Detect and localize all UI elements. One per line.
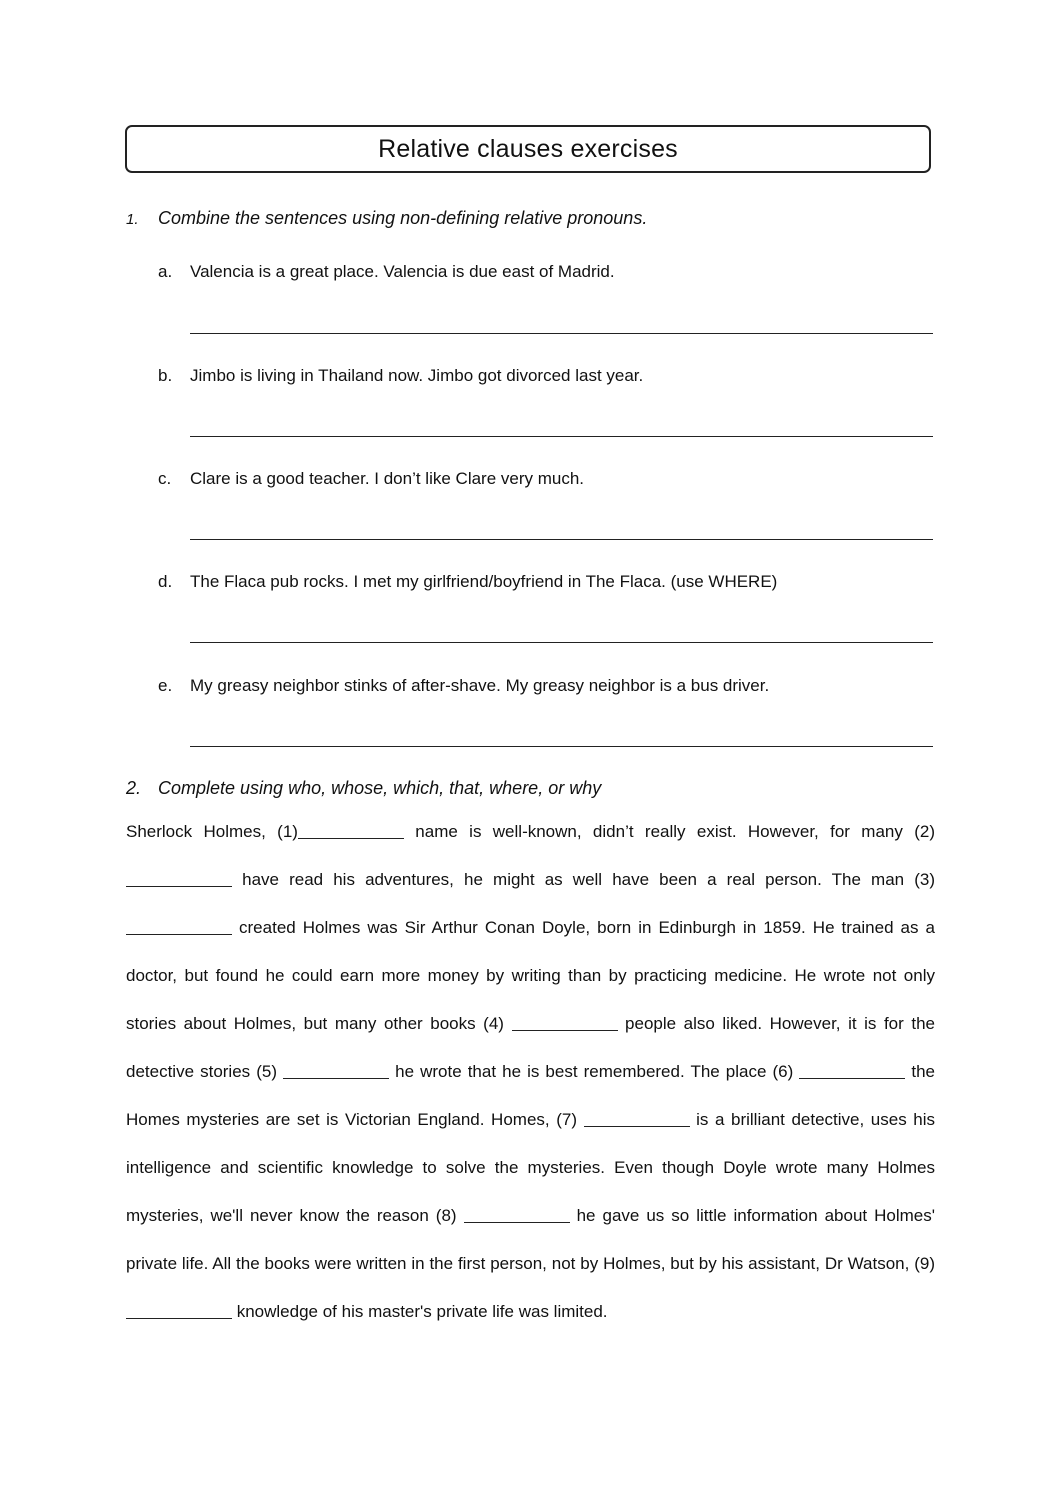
answer-line-b[interactable] [190, 436, 933, 437]
item-letter: e. [158, 676, 173, 695]
exercise-2-instruction: Complete using who, whose, which, that, where, or why [158, 778, 602, 798]
text-segment: have read his adventures, he might as well have been a real person. The man (3) [232, 870, 935, 889]
text-segment: knowledge of his master's private life was limited. [232, 1302, 608, 1321]
answer-line-a[interactable] [190, 333, 933, 334]
item-letter: b. [158, 366, 173, 385]
exercise-2-heading [126, 778, 601, 799]
item-text: Jimbo is living in Thailand now. Jimbo got divorced last year. [190, 366, 644, 385]
exercise-1-instruction: Combine the sentences using non-defining relative pronouns. [158, 208, 648, 228]
text-segment: he gave us so little information about Holmes' private life. All the books were written in the first person, not by Holmes, but by his assistant, Dr Watson, (9) [126, 1206, 935, 1273]
exercise-2-number: 2. [126, 778, 142, 798]
blank-4[interactable] [512, 1029, 618, 1031]
exercise-1-number: 1. [126, 211, 139, 228]
list-item [158, 676, 769, 696]
text-segment: people also liked. However, it is for the detective stories (5) [126, 1014, 935, 1081]
title-box [125, 125, 931, 173]
item-letter: c. [158, 469, 172, 488]
blank-6[interactable] [799, 1077, 905, 1079]
text-segment: Sherlock Holmes, (1) [126, 822, 298, 841]
item-letter: a. [158, 262, 173, 281]
blank-7[interactable] [584, 1125, 690, 1127]
text-segment: created Holmes was Sir Arthur Conan Doyle, born in Edinburgh in 1859. He trained as a doctor, but found he could earn more money by writing than by practicing medicine. He wrote not only stories about Holmes, but many other books (4) [126, 918, 935, 1033]
item-text: Clare is a good teacher. I don’t like Clare very much. [190, 469, 585, 488]
item-text: The Flaca pub rocks. I met my girlfriend/boyfriend in The Flaca. (use WHERE) [190, 572, 778, 591]
text-segment: he wrote that he is best remembered. The place (6) [389, 1062, 800, 1081]
answer-line-c[interactable] [190, 539, 933, 540]
cloze-paragraph [126, 808, 935, 1336]
blank-9[interactable] [126, 1317, 232, 1319]
item-text: Valencia is a great place. Valencia is due east of Madrid. [190, 262, 615, 281]
answer-line-d[interactable] [190, 642, 933, 643]
text-segment: the Homes mysteries are set is Victorian England. Homes, (7) [126, 1062, 936, 1129]
blank-2[interactable] [126, 885, 232, 887]
text-segment: name is well-known, didn’t really exist. However, for many (2) [403, 822, 935, 841]
exercise-1-heading [126, 208, 647, 229]
list-item [158, 469, 584, 489]
blank-8[interactable] [464, 1221, 570, 1223]
blank-5[interactable] [283, 1077, 389, 1079]
blank-3[interactable] [126, 933, 232, 935]
list-item [158, 366, 643, 386]
list-item [158, 572, 777, 592]
answer-line-e[interactable] [190, 746, 933, 747]
blank-1[interactable] [298, 837, 404, 839]
item-letter: d. [158, 572, 173, 591]
list-item [158, 262, 615, 282]
page-title: Relative clauses exercises [378, 134, 678, 163]
text-segment: is a brilliant detective, uses his intelligence and scientific knowledge to solve the mysteries. Even though Doyle wrote many Holmes mysteries, we'll never know the reason (8) [126, 1110, 935, 1225]
item-text: My greasy neighbor stinks of after-shave. My greasy neighbor is a bus driver. [190, 676, 770, 695]
